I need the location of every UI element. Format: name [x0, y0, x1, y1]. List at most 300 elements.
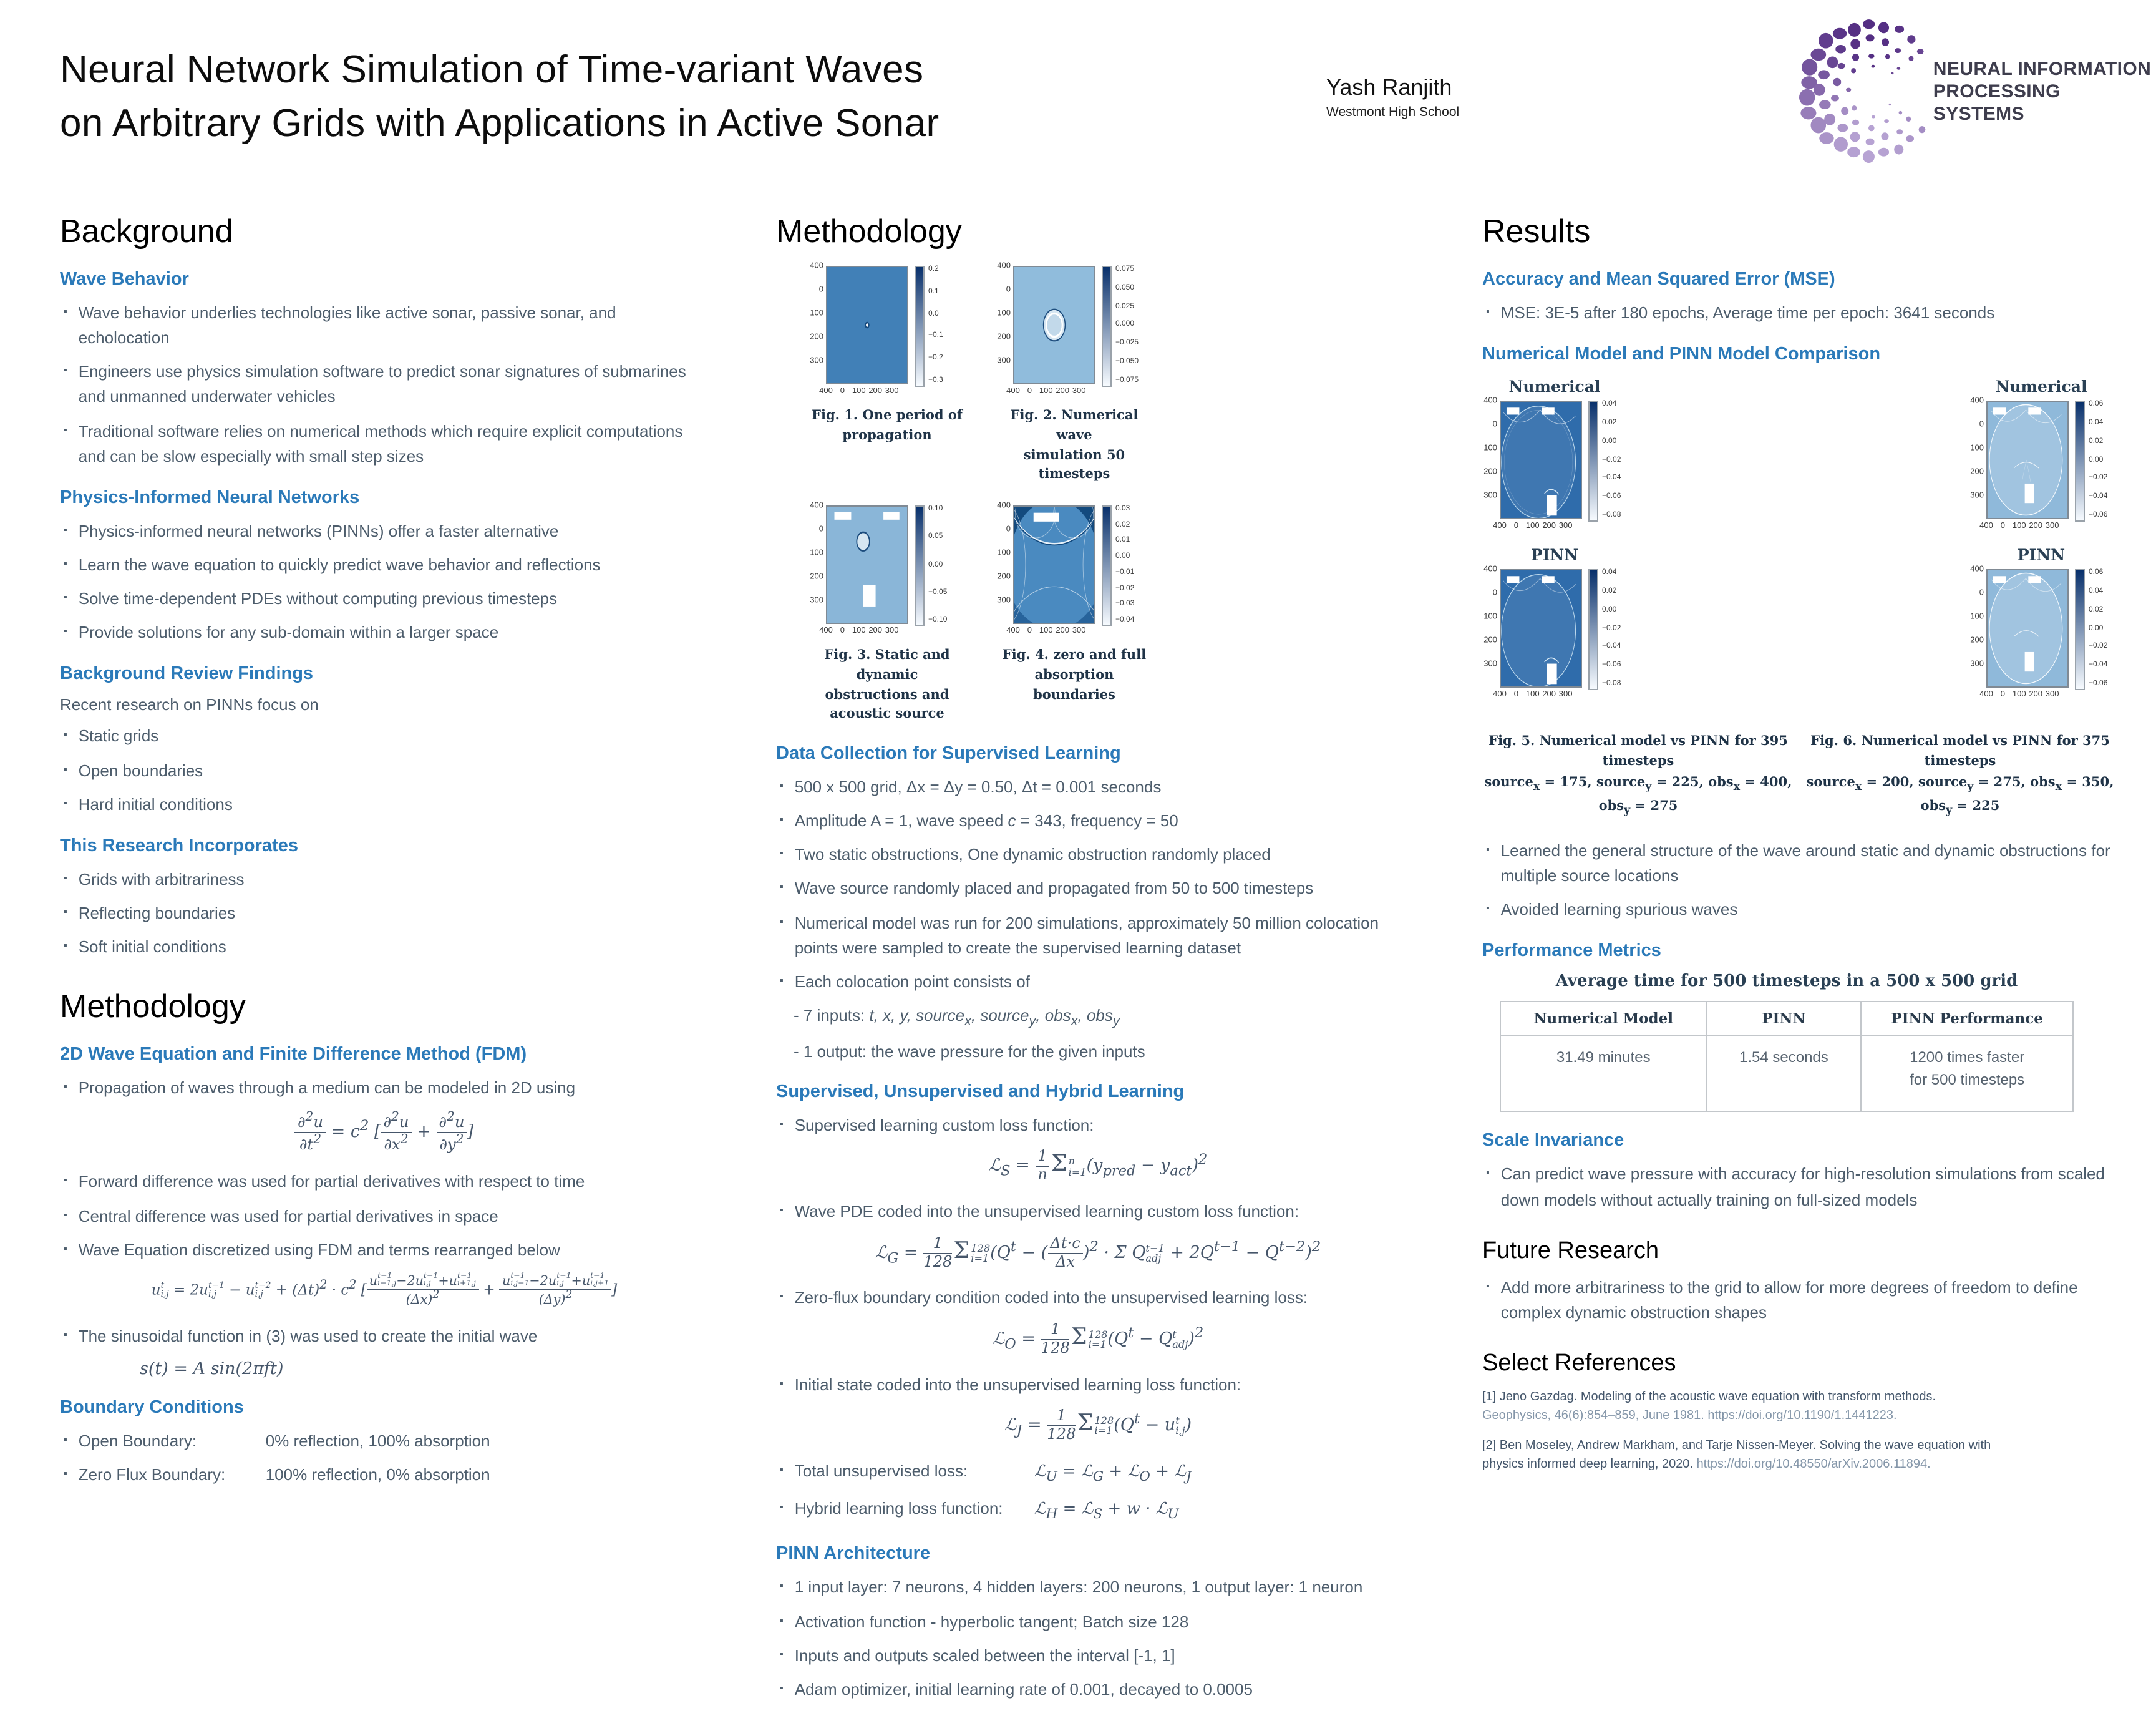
axis-tick: 100	[810, 548, 823, 558]
colorbar-tick: 0.00	[1115, 553, 1130, 561]
bullet-text: ▪ Can predict wave pressure with accuracy for high-resolution simulations from scaled down models without actually training on full-sized models	[1500, 1164, 2105, 1209]
colorbar-tick: −0.04	[2089, 493, 2108, 501]
colorbar-tick: −0.075	[1115, 376, 1139, 384]
axis-tick: 300	[2045, 690, 2059, 700]
pinn-architecture-bullets	[776, 1576, 1420, 1702]
scale-invariance-bullets	[1482, 1163, 2116, 1213]
poster-title-line1: Neural Network Simulation of Time-variant Waves	[60, 47, 924, 91]
bullet-text: ▪ Two static obstructions, One dynamic obstruction randomly placed	[794, 845, 1271, 864]
axis-tick: 100	[1970, 612, 1984, 622]
colorbar-tick: −0.06	[1602, 493, 1621, 501]
figure-6-numerical-plotrow	[1969, 396, 2116, 522]
bullet	[60, 553, 709, 578]
axis-tick: 0	[1492, 588, 1497, 598]
column-header-pinn: PINN	[1706, 1002, 1861, 1036]
figure-3-yticks	[808, 501, 826, 624]
colorbar-tick: −0.01	[1115, 568, 1135, 577]
axis-tick: 300	[997, 596, 1011, 605]
colorbar-tick: −0.050	[1115, 358, 1139, 366]
axis-tick: 400	[810, 261, 823, 271]
axis-tick: 100	[2012, 522, 2026, 531]
incorporates-bullets	[60, 867, 709, 960]
bullet-text	[795, 1458, 1192, 1488]
bullet-text: ▪ Avoided learning spurious waves	[1500, 900, 1738, 919]
bullet-text: ▪ Wave source randomly placed and propagated from 50 to 500 timesteps	[794, 879, 1314, 898]
colorbar-tick: −0.02	[2089, 643, 2108, 651]
figure-2-colorbar-ticks	[1115, 266, 1139, 384]
logo-line2: PROCESSING SYSTEMS	[1933, 81, 2061, 125]
bullet-text: ▪ Learned the general structure of the wave around static and dynamic obstructions for multiple source locations	[1500, 841, 2110, 885]
bullet	[1482, 1163, 2116, 1213]
figure-5-yticks	[1482, 396, 1500, 519]
colorbar-tick: −0.08	[1602, 512, 1621, 520]
colorbar-tick: −0.02	[1602, 625, 1621, 633]
axis-tick: 100	[1483, 612, 1497, 622]
cell-numerical-model-time: 31.49 minutes	[1500, 1036, 1706, 1112]
figure-3-plotrow	[808, 501, 996, 626]
boundary-value: 100% reflection, 0% absorption	[265, 1465, 490, 1484]
bullet	[776, 1576, 1420, 1601]
figure-6-yticks	[1969, 396, 1986, 519]
axis-tick: 400	[1006, 626, 1020, 635]
axis-tick: 0	[2000, 522, 2005, 531]
bullet	[776, 1609, 1420, 1634]
axis-tick: 300	[885, 387, 899, 396]
performance-table	[1500, 1002, 2074, 1113]
colorbar-tick: 0.00	[2089, 456, 2104, 464]
axis-tick: 300	[1483, 491, 1497, 500]
colorbar-tick: 0.2	[928, 266, 939, 273]
bullet	[776, 1286, 1420, 1311]
figure-5-caption-line2: source$_x$ = 175, source$_y$ = 225, obs$_x$ = 400, obs$_y$ = 275	[1484, 774, 1792, 818]
bullet-text: ▪ Traditional software relies on numerical methods which require explicit computations and can be slow especially with small step sizes	[78, 421, 683, 466]
figure-4-plotrow	[996, 501, 1183, 626]
axis-tick: 0	[1513, 522, 1518, 531]
axis-tick: 100	[1525, 522, 1540, 531]
axis-tick: 300	[1483, 660, 1497, 669]
bullet	[60, 519, 709, 544]
colorbar-tick: 0.0	[928, 310, 939, 318]
figure-6-colorbar	[2075, 401, 2085, 522]
bullet	[60, 792, 709, 817]
axis-tick: 300	[997, 356, 1011, 366]
background-header: Background	[60, 212, 233, 250]
colorbar-tick: 0.000	[1115, 321, 1135, 329]
bullet	[60, 901, 709, 926]
colorbar-tick: −0.03	[1115, 600, 1135, 608]
figure-6-caption	[1804, 731, 2116, 821]
figure-1-colorbar-ticks	[928, 266, 943, 384]
figure-2-yticks	[996, 261, 1013, 384]
fdm-equation: u t i,j = 2u t−1 i,j − u t−2 i,j + $(\Delta t)^2 \cdot c^2$ [ u t−1 i−1,j −2u t−1 i,j +u t−1 i+1,j $(\Delta x)^2$ + u t−1 i,j−1 −2u t−1 i,j +u t−1 i,j+1 $(\Delta y)^2$ ]	[151, 1271, 618, 1308]
figure-1-colorbar	[915, 266, 925, 387]
bullet	[60, 758, 709, 783]
bullet-text: ▪ Wave behavior underlies technologies like active sonar, passive sonar, and echolocation	[78, 303, 616, 348]
axis-tick: 200	[997, 333, 1011, 342]
bullet	[60, 935, 709, 960]
figure-5-pinn-plotrow	[1482, 565, 1629, 690]
column-background	[60, 212, 709, 1496]
performance-metrics-title: Performance Metrics	[1482, 941, 1661, 962]
axis-tick: 0	[2000, 690, 2005, 700]
figure-2-caption: Fig. 2. Numerical wave simulation 50 timesteps	[1010, 408, 1139, 482]
axis-tick: 200	[1542, 690, 1556, 700]
axis-tick: 300	[885, 626, 899, 635]
bullet-text: ▪ Soft initial conditions	[78, 937, 226, 957]
bullet-text: ▪ Learn the wave equation to quickly predict wave behavior and reflections	[78, 555, 601, 574]
axis-tick: 100	[997, 309, 1011, 318]
hybrid-loss-row	[776, 1496, 1420, 1526]
colorbar-tick: 0.04	[2089, 419, 2104, 427]
bullet	[776, 843, 1420, 868]
colorbar-tick: −0.04	[1602, 643, 1621, 651]
reference-list	[1482, 1388, 2116, 1475]
figure-5-pinn-plot	[1500, 569, 1582, 688]
bullet-text: ▪ Zero-flux boundary condition coded into the unsupervised learning loss:	[794, 1288, 1308, 1307]
axis-tick: 300	[1072, 626, 1086, 635]
bullet	[60, 1237, 709, 1262]
reference-item: [1] Jeno Gazdag. Modeling of the acoustic wave equation with transform methods. Geophysics, 46(6):854–859, June 1981. https://doi.org/10.1190/1.1441223.	[1482, 1390, 1936, 1423]
figure-3-colorbar-ticks	[928, 505, 947, 624]
bullet	[60, 587, 709, 612]
bullet	[1482, 839, 2116, 889]
figure-2-xticks	[1006, 387, 1095, 398]
axis-tick: 100	[1483, 444, 1497, 453]
figure-4-xticks	[1006, 626, 1095, 638]
bullet	[60, 301, 709, 351]
axis-tick: 100	[1970, 444, 1984, 453]
sub-line: - 7 inputs: t, x, y, source$_x$, source$_y$, obs$_x$, obs$_y$	[794, 1005, 1120, 1030]
axis-tick: 0	[1979, 420, 1984, 429]
bullet	[776, 1200, 1420, 1225]
bullet-text: ▪ Wave PDE coded into the unsupervised learning custom loss function:	[794, 1202, 1299, 1221]
figure-4-yticks	[996, 501, 1013, 624]
comparison-title: Numerical Model and PINN Model Comparison	[1482, 344, 1881, 365]
axis-tick: 0	[818, 525, 823, 534]
boundary-condition-row	[60, 1428, 709, 1453]
axis-tick: 400	[1979, 690, 1993, 700]
colorbar-tick: −0.3	[928, 376, 943, 384]
figure-1-plotrow	[808, 261, 996, 387]
bullet-text: ▪ Central difference was used for partial derivatives in space	[78, 1206, 498, 1226]
bullet-text	[79, 1463, 490, 1488]
results-findings	[1482, 839, 2116, 923]
axis-tick: 400	[1483, 396, 1497, 406]
review-intro: Recent research on PINNs focus on	[60, 695, 319, 714]
colorbar-tick: 0.10	[928, 505, 943, 513]
figure-1-xticks	[819, 387, 908, 398]
colorbar-tick: 0.04	[2089, 587, 2104, 595]
bullet-text: ▪ Numerical model was run for 200 simulations, approximately 50 million colocation points were sampled to create the supervised learning dataset	[794, 913, 1379, 957]
performance-table-title: Average time for 500 timesteps in a 500 x 500 grid	[1555, 972, 2018, 992]
figure-3-colorbar	[915, 505, 925, 626]
axis-tick: 200	[1970, 636, 1984, 645]
neurips-swirl-icon	[1794, 12, 1948, 167]
axis-tick: 0	[1979, 588, 1984, 598]
column-header-numerical-model: Numerical Model	[1500, 1002, 1706, 1036]
axis-tick: 0	[818, 285, 823, 295]
colorbar-tick: 0.00	[2089, 625, 2104, 633]
mse-title: Accuracy and Mean Squared Error (MSE)	[1482, 270, 1835, 290]
bullet	[1482, 301, 2116, 326]
figure-6-caption-line2: source$_x$ = 200, source$_y$ = 275, obs$_x$ = 350, obs$_y$ = 225	[1806, 774, 2114, 818]
bullet-text: ▪ Hard initial conditions	[78, 794, 233, 814]
colorbar-tick: −0.02	[2089, 474, 2108, 482]
figure-5-caption	[1482, 731, 1794, 821]
figure-5-pinn-yticks	[1482, 565, 1500, 688]
figure-4-colorbar	[1102, 505, 1112, 626]
figure-6-pinn-xticks	[1979, 690, 2069, 701]
column-header-pinn-performance: PINN Performance	[1861, 1002, 2073, 1036]
axis-tick: 200	[2029, 522, 2043, 531]
figure-1-yticks	[808, 261, 826, 384]
figure-2-plotrow	[996, 261, 1183, 387]
axis-tick: 400	[1493, 522, 1507, 531]
colorbar-tick: 0.06	[2089, 401, 2104, 409]
axis-tick: 300	[2045, 522, 2059, 531]
figure-4-caption: Fig. 4. zero and full absorption boundaries	[1002, 648, 1147, 702]
bullet	[776, 970, 1420, 995]
axis-tick: 0	[1006, 285, 1011, 295]
bullet-text: ▪ Open boundaries	[78, 761, 203, 780]
colorbar-tick: −0.2	[928, 354, 943, 363]
incorporates-title: This Research Incorporates	[60, 836, 298, 856]
axis-tick: 100	[1039, 387, 1053, 396]
initialstate-loss-equation: ℒ$_J$ = $\frac{1}{128}$ Σ 128 i=1 ($Q^t - u$ t i,j )	[1004, 1406, 1192, 1443]
colorbar-tick: 0.05	[928, 533, 943, 541]
figure-5-xticks	[1493, 522, 1582, 533]
bullet	[60, 1204, 709, 1229]
axis-tick: 200	[1542, 522, 1556, 531]
bullet-text: ▪ Propagation of waves through a medium can be modeled in 2D using	[78, 1078, 576, 1098]
figure-6-xticks	[1979, 522, 2069, 533]
pde-loss-equation: ℒ$_G$ = $\frac{1}{128}$ Σ 128 i=1 ($Q^t$ − ( $\frac{\Delta t\cdot c}{\Delta x}$ )$^2$ · Σ Q t−1 adj + $2Q^{t-1} - Q^{t-2})^2$	[875, 1234, 1321, 1270]
axis-tick: 200	[1056, 387, 1070, 396]
figure-5-numerical-plot	[1500, 401, 1582, 519]
colorbar-tick: 0.00	[1602, 606, 1617, 614]
bullet	[1482, 898, 2116, 923]
bullet	[776, 1643, 1420, 1668]
bullet	[60, 419, 709, 469]
axis-tick: 200	[1970, 467, 1984, 477]
axis-tick: 200	[2029, 690, 2043, 700]
bullet	[776, 775, 1420, 800]
bullet-text: ▪ 1 input layer: 7 neurons, 4 hidden layers: 200 neurons, 1 output layer: 1 neuron	[794, 1577, 1363, 1597]
colorbar-tick: 0.01	[1115, 537, 1130, 545]
select-references-header: Select References	[1482, 1350, 1676, 1377]
axis-tick: 100	[1525, 690, 1540, 700]
figure-3-caption: Fig. 3. Static and dynamic obstructions and acoustic source	[824, 648, 950, 722]
colorbar-tick: −0.06	[2089, 512, 2108, 520]
bullet-text: ▪ 500 x 500 grid, Δx = Δy = 0.50, Δt = 0.001 seconds	[794, 778, 1162, 796]
neurips-logo-text	[1933, 59, 2156, 126]
sinusoid-equation: s(t) = A sin(2πft)	[140, 1358, 284, 1379]
axis-tick: 100	[852, 626, 866, 635]
results-header: Results	[1482, 212, 1591, 250]
colorbar-tick: 0.02	[1115, 521, 1130, 529]
axis-tick: 400	[997, 501, 1011, 510]
figure-3	[808, 501, 996, 725]
colorbar-tick: −0.06	[1602, 661, 1621, 670]
figure-6-caption-line1: Fig. 6. Numerical model vs PINN for 375 timesteps	[1810, 734, 2110, 769]
colorbar-tick: −0.08	[1602, 680, 1621, 688]
axis-tick: 200	[997, 572, 1011, 582]
axis-tick: 400	[819, 626, 833, 635]
figure-6-colorbar-ticks	[2089, 401, 2107, 519]
results-figure-grid	[1482, 377, 2116, 701]
bullet-text: ▪ Inputs and outputs scaled between the interval [-1, 1]	[794, 1645, 1175, 1665]
colorbar-tick: 0.00	[1602, 437, 1617, 446]
bullet	[776, 1372, 1420, 1397]
bullet	[1482, 1275, 2116, 1325]
figure-5-pinn-colorbar	[1588, 569, 1598, 690]
bullet-text: ▪ Initial state coded into the unsupervised learning loss function:	[794, 1375, 1241, 1394]
figure-3-xticks	[819, 626, 908, 638]
boundary-conditions-title: Boundary Conditions	[60, 1397, 244, 1418]
colorbar-tick: 0.00	[928, 561, 943, 568]
figure-5-colorbar-ticks	[1602, 401, 1621, 519]
colorbar-tick: 0.075	[1115, 266, 1135, 273]
performance-table-header-row	[1500, 1002, 2073, 1036]
learning-title: Supervised, Unsupervised and Hybrid Learning	[776, 1082, 1185, 1103]
figure-6-pinn-plot	[1986, 569, 2069, 688]
future-research-header: Future Research	[1482, 1237, 1659, 1264]
axis-tick: 100	[1039, 626, 1053, 635]
colorbar-tick: −0.04	[1115, 616, 1135, 624]
colorbar-tick: −0.02	[1115, 585, 1135, 593]
bullet-text: ▪ Each colocation point consists of	[794, 972, 1030, 991]
axis-tick: 0	[1492, 420, 1497, 429]
fdm-title: 2D Wave Equation and Finite Difference Method (FDM)	[60, 1045, 527, 1065]
boundary-label: Open Boundary:	[78, 1431, 197, 1450]
axis-tick: 400	[819, 387, 833, 396]
cell-pinn-time: 1.54 seconds	[1706, 1036, 1861, 1112]
axis-tick: 400	[1483, 565, 1497, 574]
pinn-title: Physics-Informed Neural Networks	[60, 487, 360, 508]
boundary-label: Zero Flux Boundary:	[78, 1465, 226, 1484]
axis-tick: 400	[1970, 565, 1984, 574]
figure-6-numerical-label: Numerical	[1995, 377, 2087, 396]
colorbar-tick: −0.10	[928, 617, 948, 624]
review-findings-title: Background Review Findings	[60, 664, 314, 685]
axis-tick: 200	[1483, 636, 1497, 645]
bullet-text: ▪ Solve time-dependent PDEs without computing previous timesteps	[78, 589, 558, 608]
bullet-text: ▪ Adam optimizer, initial learning rate of 0.001, decayed to 0.0005	[794, 1679, 1253, 1699]
bullet-text	[795, 1496, 1179, 1526]
axis-tick: 400	[1006, 387, 1020, 396]
axis-tick: 100	[997, 548, 1011, 558]
methodology-figure-grid	[808, 261, 1198, 725]
axis-tick: 300	[1558, 690, 1573, 700]
colorbar-tick: 0.02	[1602, 587, 1617, 595]
axis-tick: 200	[868, 387, 883, 396]
colorbar-tick: 0.06	[2089, 569, 2104, 577]
bullet	[776, 1677, 1420, 1702]
figure-5-numerical-plotrow	[1482, 396, 1629, 522]
cell-pinn-performance: 1200 times faster for 500 timesteps	[1861, 1036, 2073, 1112]
methodology-mid-header: Methodology	[776, 212, 962, 250]
axis-tick: 100	[2012, 690, 2026, 700]
review-bullets	[60, 724, 709, 817]
bullet	[60, 360, 709, 411]
axis-tick: 0	[1513, 690, 1518, 700]
wave-behavior-bullets	[60, 301, 709, 469]
bullet-text: ▪ Physics-informed neural networks (PINNs) offer a faster alternative	[78, 521, 559, 540]
results-figure-captions	[1482, 731, 2116, 821]
axis-tick: 400	[997, 261, 1011, 271]
colorbar-tick: −0.02	[1602, 456, 1621, 464]
total-loss-equation: ℒ$_U$ = ℒ$_G$ + ℒ$_O$ + ℒ$_J$	[1034, 1462, 1192, 1484]
figure-5-pinn-colorbar-ticks	[1602, 569, 1621, 688]
axis-tick: 300	[1970, 660, 1984, 669]
colorbar-tick: −0.1	[928, 332, 943, 340]
figure-2	[996, 261, 1183, 485]
figure-6-numerical-plot	[1986, 401, 2069, 519]
figure-1-plot	[826, 266, 908, 384]
pinn-bullets	[60, 519, 709, 646]
colorbar-tick: 0.02	[1602, 419, 1617, 427]
bullet-text: ▪ MSE: 3E-5 after 180 epochs, Average time per epoch: 3641 seconds	[1500, 303, 1995, 322]
author-name: Yash Ranjith	[1326, 75, 1452, 100]
figure-5-caption-line1: Fig. 5. Numerical model vs PINN for 395 timesteps	[1488, 734, 1788, 769]
bullet	[60, 867, 709, 892]
figure-5-numerical-label: Numerical	[1508, 377, 1601, 396]
data-collection-sublines	[776, 1003, 1420, 1064]
colorbar-tick: 0.04	[1602, 401, 1617, 409]
figure-5-column	[1482, 377, 1629, 701]
boundary-condition-row	[60, 1463, 709, 1488]
zeroflux-loss-equation: ℒ$_O$ = $\frac{1}{128}$ Σ 128 i=1 ($Q^t - Q$ t adj )$^2$	[992, 1320, 1204, 1357]
axis-tick: 400	[1979, 522, 1993, 531]
figure-6-pinn-label: PINN	[2017, 545, 2066, 565]
colorbar-tick: −0.06	[2089, 680, 2108, 688]
bullet	[776, 1114, 1420, 1139]
bullet	[60, 1323, 709, 1348]
bullet-text: ▪ Wave Equation discretized using FDM and terms rearranged below	[78, 1240, 560, 1259]
reference-item: [2] Ben Moseley, Andrew Markham, and Tarje Nissen-Meyer. Solving the wave equation with physics informed deep learning, 2020. https://doi.org/10.48550/arXiv.2006.11894.	[1482, 1438, 1991, 1472]
colorbar-tick: 0.1	[928, 288, 939, 296]
axis-tick: 0	[1027, 387, 1032, 396]
colorbar-tick: −0.025	[1115, 339, 1139, 348]
supervised-loss-equation: ℒ$_S$ = $\frac{1}{n}$ Σ n i=1 $(y_{pred} - y_{act})^2$	[988, 1147, 1208, 1184]
colorbar-tick: 0.050	[1115, 284, 1135, 292]
axis-tick: 0	[840, 626, 845, 635]
bullet-text: ▪ The sinusoidal function in (3) was used to create the initial wave	[78, 1326, 538, 1345]
poster-title	[60, 42, 940, 150]
bullet	[60, 1170, 709, 1195]
figure-3-plot	[826, 505, 908, 624]
wave-equation: $\frac{\partial^2u}{\partial t^2}$ = $c^2$ [ $\frac{\partial^2u}{\partial x^2}$ + $\frac{\partial^2u}{\partial y^2}$ ]	[60, 1111, 709, 1155]
methodology-left-header: Methodology	[60, 987, 246, 1025]
colorbar-tick: −0.04	[2089, 661, 2108, 670]
axis-tick: 200	[868, 626, 883, 635]
bullet-text: ▪ Supervised learning custom loss function:	[794, 1116, 1094, 1135]
colorbar-tick: −0.05	[928, 588, 948, 597]
axis-tick: 0	[1006, 525, 1011, 534]
bullet	[776, 809, 1420, 834]
colorbar-tick: 0.02	[2089, 437, 2104, 446]
mse-bullets	[1482, 301, 2116, 326]
bullet-text: ▪ Activation function - hyperbolic tangent; Batch size 128	[794, 1612, 1189, 1631]
colorbar-tick: 0.04	[1602, 569, 1617, 577]
colorbar-tick: 0.03	[1115, 505, 1130, 513]
axis-tick: 400	[1493, 690, 1507, 700]
sub-line: - 1 output: the wave pressure for the given inputs	[794, 1041, 1145, 1061]
bullet-text: ▪ Amplitude A = 1, wave speed c = 343, frequency = 50	[794, 811, 1178, 831]
axis-tick: 300	[810, 356, 823, 366]
bullet-text	[79, 1428, 490, 1453]
axis-tick: 300	[1072, 387, 1086, 396]
